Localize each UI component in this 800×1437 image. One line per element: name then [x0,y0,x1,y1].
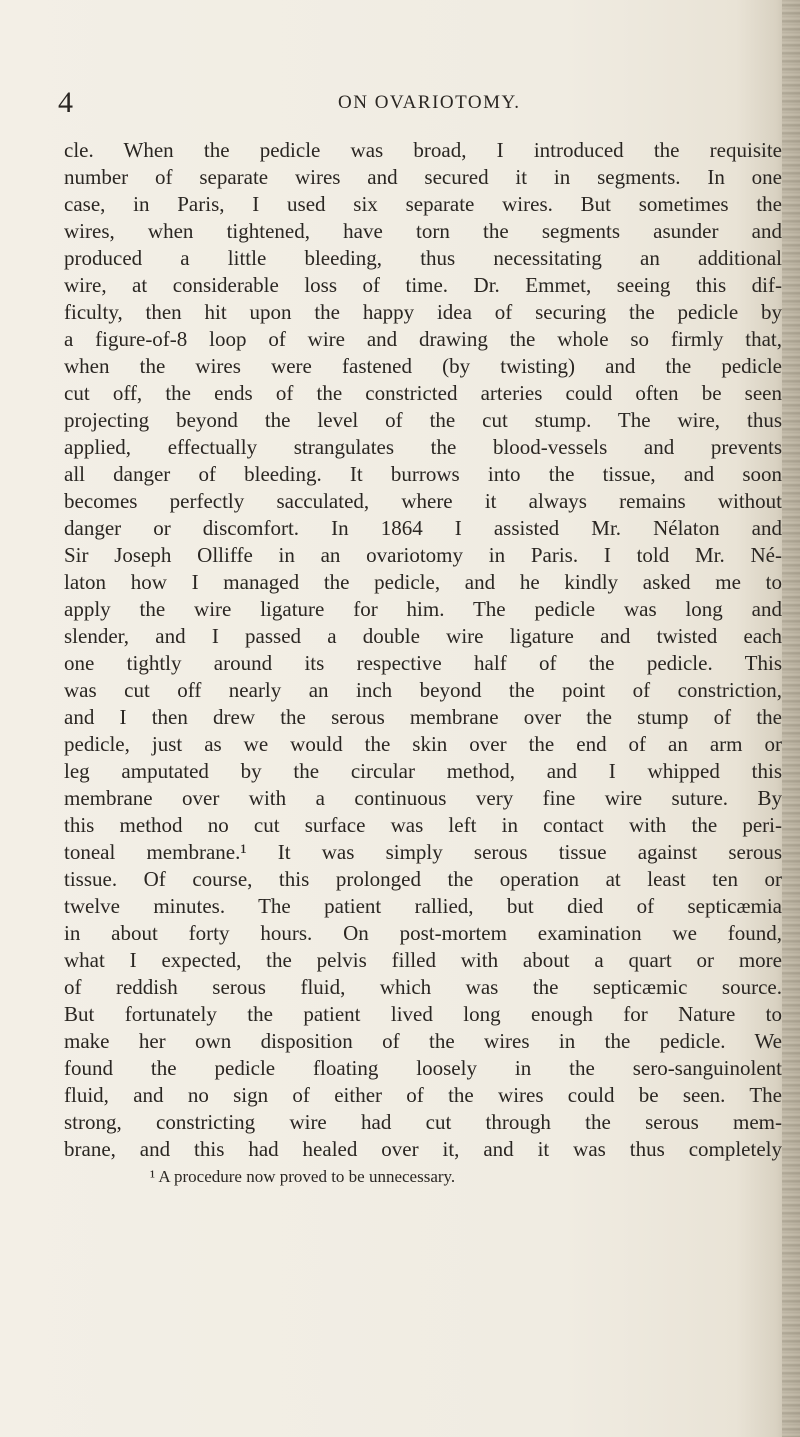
text-line: what I expected, the pelvis filled with about a quart or more [64,948,782,972]
text-line: wires, when tightened, have torn the segments asunder and [64,219,782,243]
text-line: applied, effectually strangulates the blood-vessels and prevents [64,435,782,459]
text-line: laton how I managed the pedicle, and he kindly asked me to [64,570,782,594]
text-line: make her own disposition of the wires in the pedicle. We [64,1029,782,1053]
text-line: a figure-of-8 loop of wire and drawing the whole so firmly that, [64,327,782,351]
text-line: leg amputated by the circular method, and I whipped this [64,759,782,783]
text-line: found the pedicle floating loosely in the sero-sanguinolent [64,1056,782,1080]
text-line: brane, and this had healed over it, and it was thus completely [64,1137,782,1161]
page-number: 4 [58,86,73,119]
text-line: toneal membrane.¹ It was simply serous tissue against serous [64,840,782,864]
text-line: membrane over with a continuous very fine wire suture. By [64,786,782,810]
text-line: cut off, the ends of the constricted arteries could often be seen [64,381,782,405]
text-line: produced a little bleeding, thus necessitating an additional [64,246,782,270]
body-text [64,137,782,1163]
text-line: wire, at considerable loss of time. Dr. Emmet, seeing this dif- [64,273,782,297]
text-line: tissue. Of course, this prolonged the operation at least ten or [64,867,782,891]
text-line: strong, constricting wire had cut through the serous mem- [64,1110,782,1134]
text-line: twelve minutes. The patient rallied, but died of septicæmia [64,894,782,918]
text-line: of reddish serous fluid, which was the septicæmic source. [64,975,782,999]
text-line: and I then drew the serous membrane over the stump of the [64,705,782,729]
text-line: ficulty, then hit upon the happy idea of securing the pedicle by [64,300,782,324]
footnote: ¹ A procedure now proved to be unnecessary. [150,1167,456,1186]
running-head: ON OVARIOTOMY. [338,92,521,113]
text-line: in about forty hours. On post-mortem examination we found, [64,921,782,945]
text-line: cle. When the pedicle was broad, I introduced the requisite [64,138,782,162]
text-line: fluid, and no sign of either of the wires could be seen. The [64,1083,782,1107]
text-line: all danger of bleeding. It burrows into the tissue, and soon [64,462,782,486]
page-edge-shadow [782,0,800,1437]
text-line: pedicle, just as we would the skin over the end of an arm or [64,732,782,756]
text-line: slender, and I passed a double wire ligature and twisted each [64,624,782,648]
text-line: becomes perfectly sacculated, where it always remains without [64,489,782,513]
text-line: one tightly around its respective half of the pedicle. This [64,651,782,675]
text-line: Sir Joseph Olliffe in an ovariotomy in Paris. I told Mr. Né- [64,543,782,567]
page-header [58,88,758,118]
text-line: when the wires were fastened (by twisting) and the pedicle [64,354,782,378]
text-line: projecting beyond the level of the cut stump. The wire, thus [64,408,782,432]
text-line: was cut off nearly an inch beyond the point of constriction, [64,678,782,702]
text-line: apply the wire ligature for him. The pedicle was long and [64,597,782,621]
text-line: case, in Paris, I used six separate wires. But sometimes the [64,192,782,216]
text-line: this method no cut surface was left in contact with the peri- [64,813,782,837]
text-line: danger or discomfort. In 1864 I assisted Mr. Nélaton and [64,516,782,540]
text-line: number of separate wires and secured it in segments. In one [64,165,782,189]
text-line: But fortunately the patient lived long enough for Nature to [64,1002,782,1026]
